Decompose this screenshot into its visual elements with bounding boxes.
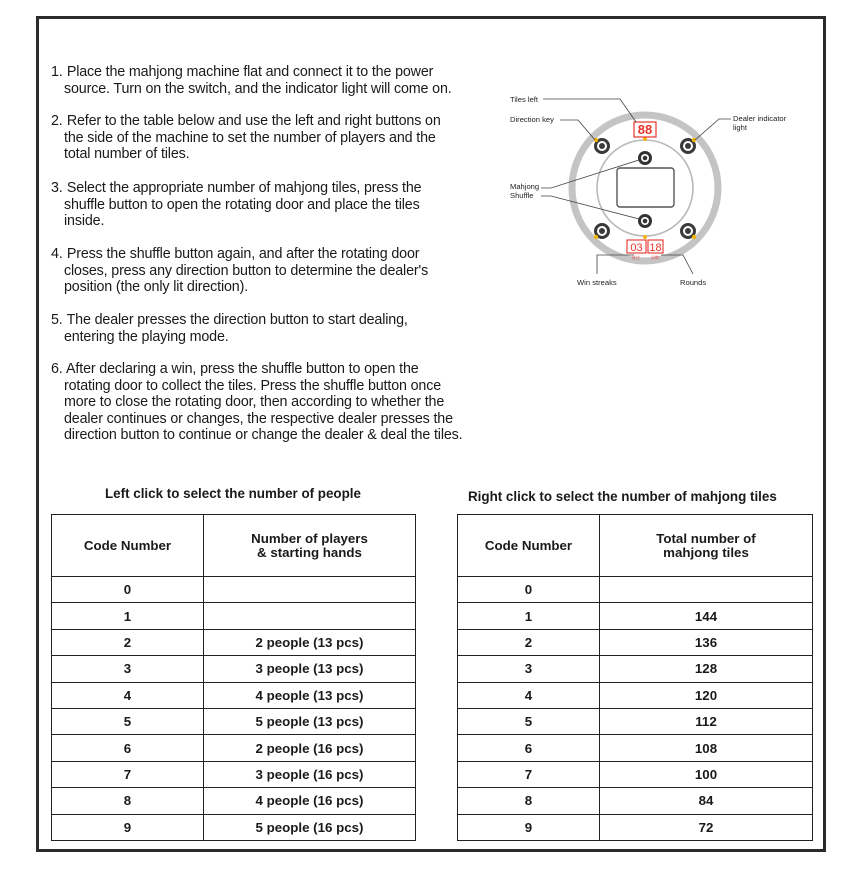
code-number-cell: 8 <box>458 788 600 814</box>
table-row <box>52 788 416 814</box>
code-number-cell: 1 <box>52 603 204 629</box>
instruction-number: 3. <box>51 180 63 196</box>
rounds-small-label: 局数 <box>651 255 659 260</box>
instruction-number: 4. <box>51 246 63 262</box>
instruction-line <box>51 113 441 130</box>
header-players <box>204 515 416 577</box>
value-cell: 2 people (16 pcs) <box>204 735 416 761</box>
instruction-text: shuffle button to open the rotating door and place the tiles <box>64 196 420 213</box>
value-cell: 4 people (13 pcs) <box>204 682 416 708</box>
instruction-text: source. Turn on the switch, and the indicator light will come on. <box>64 80 452 97</box>
header-players-line-1: Number of players <box>251 530 368 546</box>
instruction-line <box>51 411 462 428</box>
right-table-title: Right click to select the number of mahjong tiles <box>468 489 777 504</box>
value-cell: 84 <box>600 788 813 814</box>
table-row <box>52 682 416 708</box>
instruction-line <box>51 146 441 163</box>
tiles-left-digits: 88 <box>637 122 653 137</box>
instruction-text: position (the only lit direction). <box>64 279 249 296</box>
table-row <box>52 761 416 787</box>
players-table <box>51 514 416 841</box>
instruction-text: The dealer presses the direction button to start dealing, <box>66 312 408 328</box>
instruction-step <box>51 180 421 230</box>
table-row <box>458 708 813 734</box>
rounds-digits: 18 <box>649 242 662 254</box>
win-streak-small-label: 连庄 <box>632 255 640 260</box>
code-number-cell: 4 <box>458 682 600 708</box>
instruction-text: Place the mahjong machine flat and connect it to the power <box>66 64 434 80</box>
instruction-text: Select the appropriate number of mahjong tiles, press the <box>66 180 422 196</box>
instruction-text: Refer to the table below and use the left and right buttons on <box>66 113 441 129</box>
table-row <box>458 814 813 840</box>
code-number-cell: 1 <box>458 603 600 629</box>
header-code-number: Code Number <box>458 515 600 577</box>
instruction-text: Press the shuffle button again, and after the rotating door <box>66 246 420 262</box>
instruction-line <box>51 64 452 81</box>
table-row <box>458 682 813 708</box>
header-code-number: Code Number <box>52 515 204 577</box>
value-cell: 3 people (16 pcs) <box>204 761 416 787</box>
header-tiles-line-2: mahjong tiles <box>663 544 749 560</box>
table-header-row <box>458 515 813 577</box>
table-row <box>52 603 416 629</box>
code-number-cell: 6 <box>458 735 600 761</box>
code-number-cell: 7 <box>458 761 600 787</box>
instruction-step <box>51 361 462 444</box>
table-row <box>52 708 416 734</box>
value-cell: 100 <box>600 761 813 787</box>
instruction-step <box>51 64 452 97</box>
label-win-streaks: Win streaks <box>577 278 617 287</box>
table-row <box>458 761 813 787</box>
instruction-text: entering the playing mode. <box>64 328 229 345</box>
instruction-line <box>51 378 462 395</box>
code-number-cell: 3 <box>458 656 600 682</box>
instruction-line <box>51 279 428 296</box>
instruction-text: the side of the machine to set the number of players and the <box>64 129 436 146</box>
label-mahjong: Mahjong <box>510 182 540 191</box>
instruction-line <box>51 130 441 147</box>
instruction-line <box>51 361 462 378</box>
table-row <box>52 814 416 840</box>
win-streak-digits: 03 <box>630 242 643 254</box>
code-number-cell: 6 <box>52 735 204 761</box>
table-row <box>458 629 813 655</box>
header-players-line-2: & starting hands <box>257 544 362 560</box>
value-cell <box>204 577 416 603</box>
instruction-number: 2. <box>51 113 63 129</box>
value-cell: 3 people (13 pcs) <box>204 656 416 682</box>
instruction-text: dealer continues or changes, the respective dealer presses the <box>64 410 453 427</box>
instruction-text: inside. <box>64 213 105 230</box>
shuffle-button-icon <box>638 214 652 228</box>
code-number-cell: 8 <box>52 788 204 814</box>
table-header-row <box>52 515 416 577</box>
table-row <box>458 603 813 629</box>
table-row <box>52 577 416 603</box>
instruction-line <box>51 329 408 346</box>
instruction-line <box>51 180 421 197</box>
instruction-step <box>51 246 428 296</box>
value-cell: 120 <box>600 682 813 708</box>
header-tiles-line-1: Total number of <box>656 530 756 546</box>
code-number-cell: 7 <box>52 761 204 787</box>
value-cell: 128 <box>600 656 813 682</box>
label-direction-key: Direction key <box>510 115 554 124</box>
code-number-cell: 9 <box>458 814 600 840</box>
table-row <box>458 788 813 814</box>
code-number-cell: 5 <box>458 708 600 734</box>
code-number-cell: 3 <box>52 656 204 682</box>
machine-diagram <box>505 93 805 293</box>
table-row <box>458 577 813 603</box>
instruction-line <box>51 427 462 444</box>
instruction-line <box>51 81 452 98</box>
code-number-cell: 4 <box>52 682 204 708</box>
value-cell: 144 <box>600 603 813 629</box>
instruction-step <box>51 113 441 163</box>
header-total-tiles <box>600 515 813 577</box>
instruction-step <box>51 312 408 345</box>
instruction-text: total number of tiles. <box>64 146 190 163</box>
value-cell: 112 <box>600 708 813 734</box>
code-number-cell: 2 <box>458 629 600 655</box>
value-cell: 136 <box>600 629 813 655</box>
table-row <box>52 629 416 655</box>
label-tiles-left: Tiles left <box>510 95 538 104</box>
instruction-line <box>51 213 421 230</box>
code-number-cell: 0 <box>458 577 600 603</box>
instruction-text: After declaring a win, press the shuffle button to open the <box>66 361 419 377</box>
value-cell: 2 people (13 pcs) <box>204 629 416 655</box>
code-number-cell: 9 <box>52 814 204 840</box>
value-cell: 72 <box>600 814 813 840</box>
label-rounds: Rounds <box>680 278 707 287</box>
value-cell <box>600 577 813 603</box>
label-shuffle: Shuffle <box>510 191 534 200</box>
table-row <box>458 735 813 761</box>
code-number-cell: 2 <box>52 629 204 655</box>
instruction-line <box>51 394 462 411</box>
instruction-text: closes, press any direction button to determine the dealer's <box>64 262 429 279</box>
machine-diagram-svg <box>505 93 805 293</box>
table-row <box>52 735 416 761</box>
instruction-line <box>51 197 421 214</box>
instruction-line <box>51 312 408 329</box>
mahjong-button-icon <box>638 151 652 165</box>
table-row <box>458 656 813 682</box>
instruction-number: 5. <box>51 312 63 328</box>
instruction-number: 1. <box>51 64 63 80</box>
value-cell: 108 <box>600 735 813 761</box>
tiles-table <box>457 514 813 841</box>
instruction-line <box>51 246 428 263</box>
instruction-text: direction button to continue or change the dealer & deal the tiles. <box>64 427 463 444</box>
value-cell: 5 people (13 pcs) <box>204 708 416 734</box>
table-row <box>52 656 416 682</box>
code-number-cell: 5 <box>52 708 204 734</box>
value-cell: 4 people (16 pcs) <box>204 788 416 814</box>
instruction-text: more to close the rotating door, then according to whether the <box>64 394 445 411</box>
center-screen <box>617 168 674 207</box>
code-number-cell: 0 <box>52 577 204 603</box>
instruction-text: rotating door to collect the tiles. Press the shuffle button once <box>64 377 442 394</box>
value-cell <box>204 603 416 629</box>
label-dealer-indicator-1: Dealer indicator <box>733 114 787 123</box>
instruction-line <box>51 263 428 280</box>
label-dealer-indicator-2: light <box>733 123 747 132</box>
value-cell: 5 people (16 pcs) <box>204 814 416 840</box>
left-table-title: Left click to select the number of people <box>105 486 361 501</box>
instruction-number: 6. <box>51 361 63 377</box>
